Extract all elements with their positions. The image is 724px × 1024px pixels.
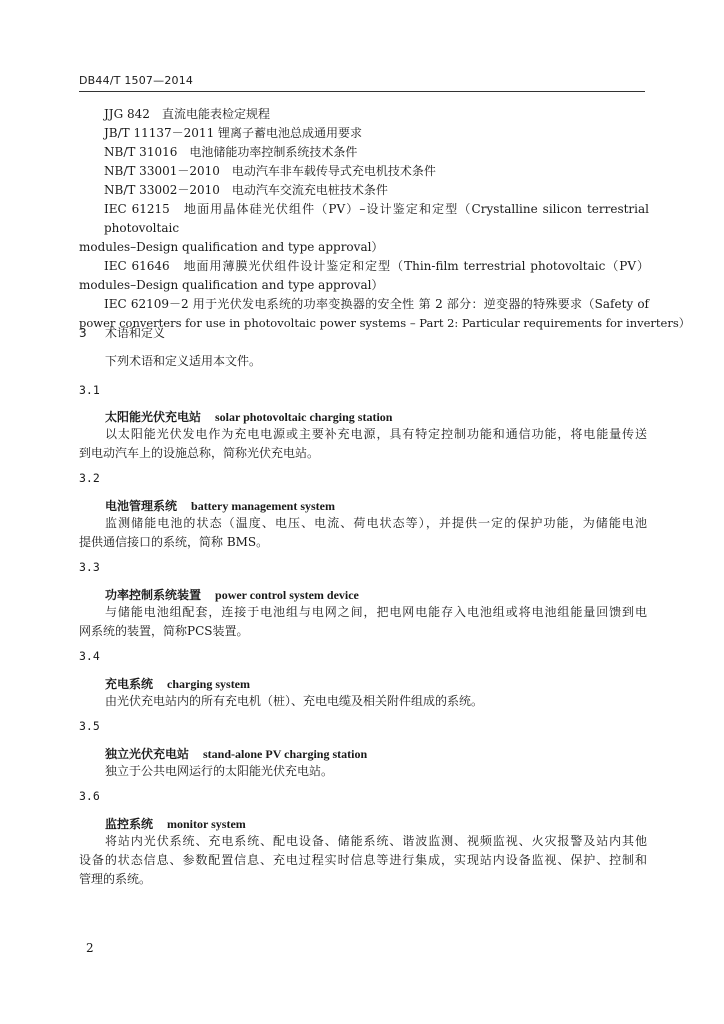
- term-definition: 以太阳能光伏发电作为充电电源或主要补充电源，具有特定控制功能和通信功能，将电能量传送 到电动汽车上的设施总称，简称光伏充电站。: [79, 427, 647, 460]
- term-number: 3.4: [79, 649, 100, 663]
- term-title: 充电系统 charging system: [105, 677, 251, 691]
- normative-references: [79, 105, 691, 333]
- reference-item-line: power converters for use in photovoltaic power systems – Part 2: Particular requirements for inverters）: [79, 316, 691, 330]
- reference-item: JB/T 11137－2011 锂离子蓄电池总成通用要求: [104, 126, 363, 140]
- term-title: 功率控制系统装置 power control system device: [105, 588, 359, 602]
- reference-item: NB/T 33002－2010 电动汽车交流充电桩技术条件: [104, 183, 388, 197]
- reference-item: NB/T 31016 电池储能功率控制系统技术条件: [104, 145, 358, 159]
- reference-item-line: IEC 62109－2 用于光伏发电系统的功率变换器的安全性 第 2 部分：逆变器的特殊要求（Safety of: [104, 297, 649, 311]
- term-number: 3.6: [79, 789, 100, 803]
- term-title: 独立光伏充电站 stand-alone PV charging station: [105, 747, 368, 761]
- page-number: 2: [86, 941, 94, 955]
- term-number: 3.5: [79, 719, 100, 733]
- reference-item-line: modules–Design qualification and type approval）: [79, 278, 384, 292]
- term-title: 监控系统 monitor system: [105, 817, 246, 831]
- reference-item-line: IEC 61646 地面用薄膜光伏组件设计鉴定和定型（Thin-film terrestrial photovoltaic（PV）: [104, 259, 649, 273]
- reference-item: NB/T 33001－2010 电动汽车非车载传导式充电机技术条件: [104, 164, 436, 178]
- section-number: 3: [79, 326, 87, 340]
- term-title: 太阳能光伏充电站 solar photovoltaic charging station: [105, 410, 393, 424]
- term-number: 3.1: [79, 383, 100, 397]
- section-heading: [79, 324, 165, 341]
- term-definition: 独立于公共电网运行的太阳能光伏充电站。: [105, 764, 334, 778]
- reference-item: JJG 842 直流电能表检定规程: [104, 107, 270, 121]
- section-intro: 下列术语和定义适用本文件。: [105, 354, 262, 368]
- term-definition: 与储能电池组配套，连接于电池组与电网之间，把电网电能存入电池组或将电池组能量回馈到电 网系统的装置，简称PCS装置。: [79, 605, 647, 638]
- term-title: 电池管理系统 battery management system: [105, 499, 335, 513]
- reference-item-line: modules–Design qualification and type approval）: [79, 240, 384, 254]
- document-code-header: DB44/T 1507—2014: [79, 74, 194, 87]
- term-definition: 监测储能电池的状态（温度、电压、电流、荷电状态等），并提供一定的保护功能，为储能电池 提供通信接口的系统，简称 BMS。: [79, 516, 647, 549]
- header-rule: [79, 91, 645, 92]
- term-definition: 将站内光伏系统、充电系统、配电设备、储能系统、谐波监测、视频监视、火灾报警及站内其他 设备的状态信息、参数配置信息、充电过程实时信息等进行集成，实现站内设备监视、保护、控制和 管理的系统。: [79, 834, 647, 886]
- section-title: 术语和定义: [105, 326, 166, 340]
- term-definition: 由光伏充电站内的所有充电机（桩）、充电电缆及相关附件组成的系统。: [105, 694, 484, 708]
- reference-item-line: IEC 61215 地面用晶体硅光伏组件（PV）–设计鉴定和定型（Crystalline silicon terrestrial photovoltaic: [104, 202, 649, 235]
- term-number: 3.2: [79, 471, 100, 485]
- term-number: 3.3: [79, 560, 100, 574]
